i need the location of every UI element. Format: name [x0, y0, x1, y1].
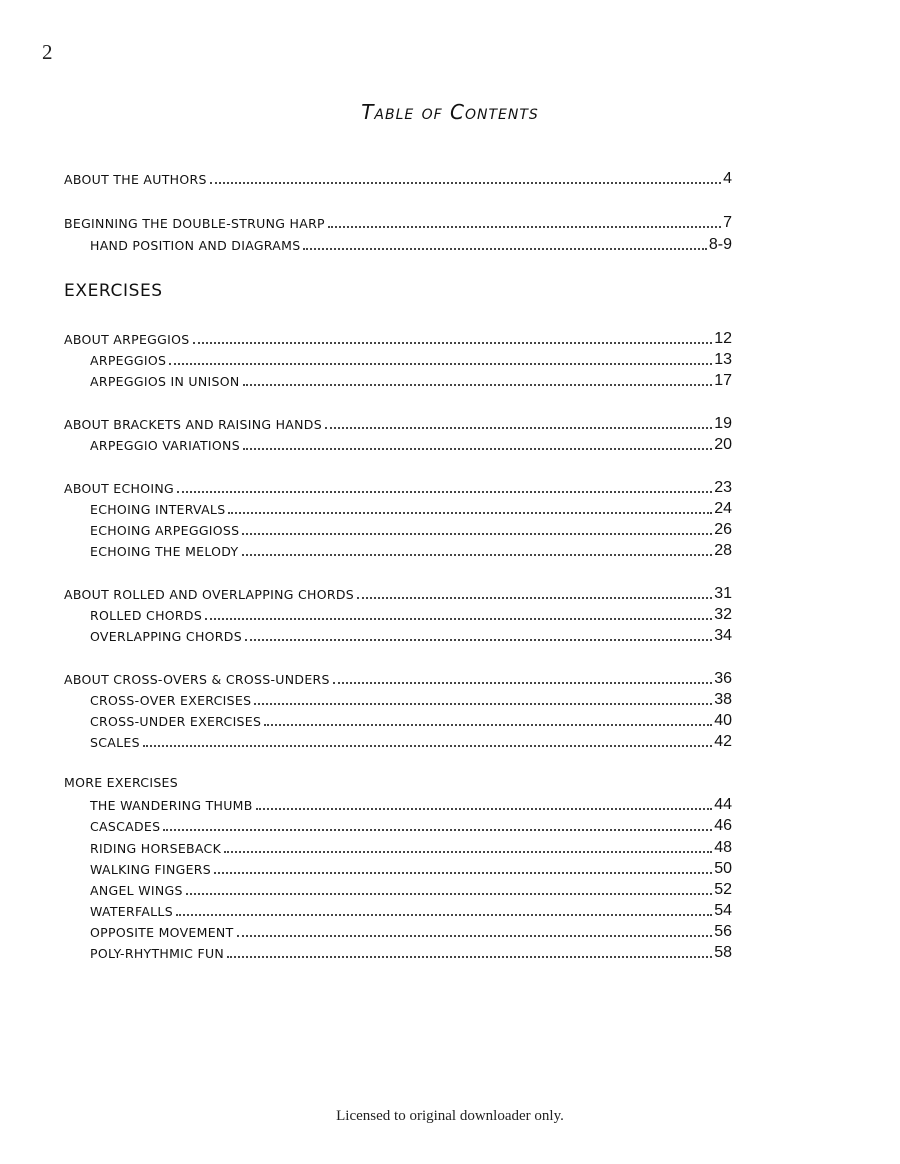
toc-entry-page: 20 — [714, 436, 732, 453]
toc-entry-label: ECHOING INTERVALS — [90, 502, 226, 517]
toc-subentry[interactable] — [90, 234, 732, 254]
toc-entry-page: 58 — [714, 944, 732, 961]
toc-entry-label: ABOUT CROSS-OVERS & CROSS-UNDERS — [64, 672, 330, 687]
toc-subentry[interactable] — [90, 625, 732, 645]
toc-section[interactable] — [64, 583, 732, 603]
dot-leader — [143, 745, 712, 747]
dot-leader — [357, 597, 712, 599]
toc-subentry[interactable] — [90, 731, 732, 751]
toc-entry-page: 7 — [723, 214, 732, 231]
dot-leader — [328, 226, 721, 228]
toc-entry-page: 52 — [714, 881, 732, 898]
toc-entry-label: POLY-RHYTHMIC FUN — [90, 946, 225, 961]
toc-entry-page: 31 — [714, 585, 732, 602]
toc-entry-label: ECHOING ARPEGGIOSS — [90, 523, 240, 538]
dot-leader — [264, 724, 712, 726]
toc-entry-page: 56 — [714, 923, 732, 940]
toc-entry-label: ABOUT ARPEGGIOS — [64, 332, 190, 347]
toc-entry-label: ANGEL WINGS — [90, 883, 183, 898]
toc-subentry[interactable] — [90, 858, 732, 878]
toc-entry-page: 50 — [714, 860, 732, 877]
toc-entry-page: 44 — [714, 796, 732, 813]
toc-subentry[interactable] — [90, 689, 732, 709]
dot-leader — [303, 248, 706, 250]
dot-leader — [245, 639, 712, 641]
dot-leader — [224, 851, 712, 853]
toc-entry-page: 23 — [714, 479, 732, 496]
toc-subentry[interactable] — [90, 921, 732, 941]
toc-entry-label: BEGINNING THE DOUBLE-STRUNG HARP — [64, 216, 325, 231]
dot-leader — [169, 363, 712, 365]
toc-entry-page: 19 — [714, 415, 732, 432]
dot-leader — [237, 935, 713, 937]
dot-leader — [176, 914, 712, 916]
toc-subentry[interactable] — [90, 604, 732, 624]
toc-entry-page: 48 — [714, 839, 732, 856]
toc-section[interactable] — [64, 668, 732, 688]
toc-entry-label: ECHOING THE MELODY — [90, 544, 239, 559]
dot-leader — [210, 182, 721, 184]
dot-leader — [256, 808, 713, 810]
toc-subentry[interactable] — [90, 900, 732, 920]
toc-subentry[interactable] — [90, 942, 732, 962]
page-number: 2 — [42, 40, 53, 64]
dot-leader — [227, 956, 712, 958]
dot-leader — [228, 512, 712, 514]
more-exercises-label: MORE EXERCISES — [64, 775, 178, 790]
toc-entry-label: ABOUT ROLLED AND OVERLAPPING CHORDS — [64, 587, 354, 602]
toc-entry-label: ABOUT THE AUTHORS — [64, 172, 207, 187]
toc-entry-label: OPPOSITE MOVEMENT — [90, 925, 234, 940]
toc-entry-label: ARPEGGIOS IN UNISON — [90, 374, 240, 389]
dot-leader — [242, 533, 712, 535]
toc-entry-label: HAND POSITION AND DIAGRAMS — [90, 238, 301, 253]
toc-subentry[interactable] — [90, 349, 732, 369]
toc-entry-label: ARPEGGIO VARIATIONS — [90, 438, 240, 453]
dot-leader — [333, 682, 712, 684]
toc-entry-label: ROLLED CHORDS — [90, 608, 203, 623]
toc-entry-label: WATERFALLS — [90, 904, 173, 919]
dot-leader — [193, 342, 713, 344]
dot-leader — [163, 829, 712, 831]
toc-entry-page: 42 — [714, 733, 732, 750]
toc-subentry[interactable] — [90, 498, 732, 518]
toc-entry-label: OVERLAPPING CHORDS — [90, 629, 242, 644]
toc-entry-page: 34 — [714, 627, 732, 644]
toc-entry-label: SCALES — [90, 735, 140, 750]
toc-section[interactable] — [64, 413, 732, 433]
toc-entry-label: RIDING HORSEBACK — [90, 841, 222, 856]
toc-entry-page: 4 — [723, 170, 732, 187]
dot-leader — [205, 618, 712, 620]
dot-leader — [325, 427, 712, 429]
toc-entry[interactable] — [64, 168, 732, 188]
toc-entry-label: THE WANDERING THUMB — [90, 798, 253, 813]
toc-entry-label: ARPEGGIOS — [90, 353, 167, 368]
toc-entry-page: 38 — [714, 691, 732, 708]
toc-entry-page: 40 — [714, 712, 732, 729]
toc-entry-page: 12 — [714, 330, 732, 347]
table-of-contents — [64, 0, 732, 1000]
toc-subentry[interactable] — [90, 540, 732, 560]
dot-leader — [186, 893, 712, 895]
toc-entry-label: WALKING FINGERS — [90, 862, 212, 877]
toc-subentry[interactable] — [90, 519, 732, 539]
toc-entry-label: CROSS-UNDER EXERCISES — [90, 714, 262, 729]
toc-entry-page: 36 — [714, 670, 732, 687]
toc-entry-page: 24 — [714, 500, 732, 517]
dot-leader — [242, 554, 713, 556]
exercises-heading: EXERCISES — [64, 281, 163, 301]
license-footer: Licensed to original downloader only. — [336, 1108, 564, 1124]
dot-leader — [214, 872, 712, 874]
toc-subentry[interactable] — [90, 370, 732, 390]
toc-entry-label: ABOUT BRACKETS AND RAISING HANDS — [64, 417, 322, 432]
toc-entry-page: 17 — [714, 372, 732, 389]
toc-entry-page: 13 — [714, 351, 732, 368]
toc-section[interactable] — [64, 477, 732, 497]
toc-entry-page: 32 — [714, 606, 732, 623]
toc-entry-label: CASCADES — [90, 819, 161, 834]
toc-entry-label: ABOUT ECHOING — [64, 481, 174, 496]
toc-section[interactable] — [64, 328, 732, 348]
dot-leader — [254, 703, 712, 705]
toc-subentry[interactable] — [90, 710, 732, 730]
toc-subentry[interactable] — [90, 815, 732, 835]
toc-subentry[interactable] — [90, 837, 732, 857]
toc-subentry[interactable] — [90, 434, 732, 454]
toc-entry-page: 46 — [714, 817, 732, 834]
toc-entry-page: 54 — [714, 902, 732, 919]
toc-entry-page: 26 — [714, 521, 732, 538]
toc-entry[interactable] — [64, 212, 732, 232]
dot-leader — [243, 384, 713, 386]
dot-leader — [177, 491, 712, 493]
toc-entry-page: 8-9 — [708, 236, 732, 253]
toc-subentry[interactable] — [90, 879, 732, 899]
page-title: Table of Contents — [361, 100, 539, 124]
toc-entry-page: 28 — [714, 542, 732, 559]
toc-entry-label: CROSS-OVER EXERCISES — [90, 693, 252, 708]
toc-subentry[interactable] — [90, 794, 732, 814]
dot-leader — [243, 448, 712, 450]
